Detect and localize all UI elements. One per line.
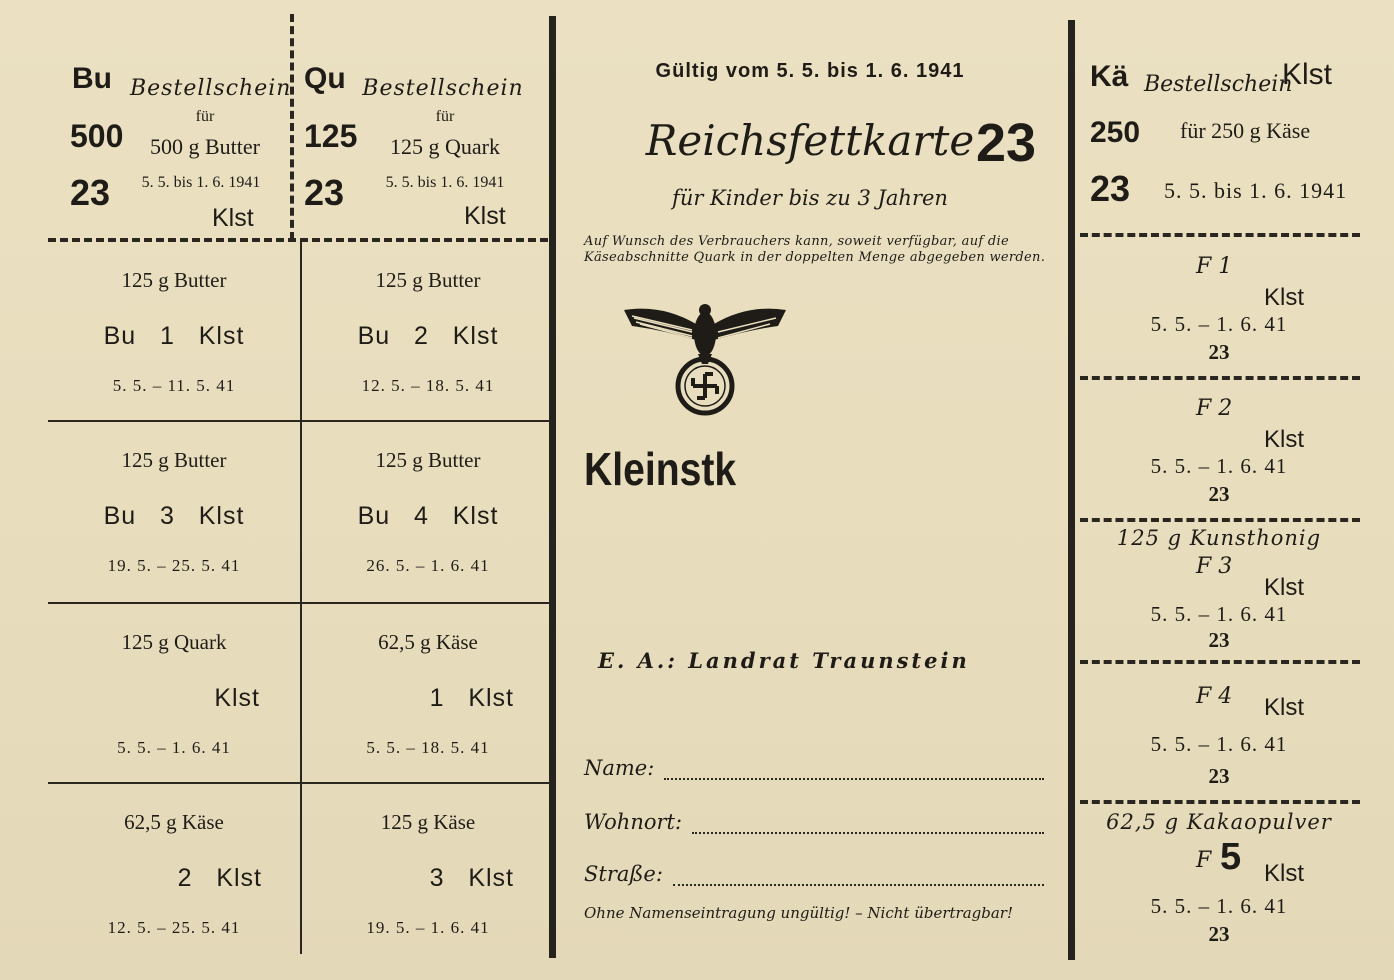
slip-dates: 5. 5. bis 1. 6. 1941 — [141, 174, 261, 191]
coupon-item: 125 g Käse — [380, 810, 476, 834]
coupon-f5 — [1078, 806, 1360, 956]
warning-text: Ohne Namenseintragung ungültig! – Nicht übertragbar! — [584, 904, 1014, 922]
coupon-kaese-1 — [302, 606, 554, 786]
slip-fuer: für — [435, 108, 455, 125]
coupon-label-f: F — [1196, 848, 1212, 873]
coupon-item: 62,5 g Käse — [378, 630, 478, 654]
coupon-label: F 4 — [1196, 684, 1233, 709]
coupon-item: 125 g Kunsthonig — [1116, 526, 1322, 550]
coupon-code: Klst — [214, 684, 260, 712]
slip-item: für 250 g Käse — [1180, 118, 1311, 143]
slip-klst: Klst — [464, 202, 506, 230]
slip-dates: 5. 5. bis 1. 6. 1941 — [1164, 178, 1348, 203]
coupon-dates: 12. 5. – 25. 5. 41 — [107, 918, 241, 937]
slip-number: 23 — [1090, 168, 1131, 209]
coupon-dates: 5. 5. – 1. 6. 41 — [1150, 602, 1288, 626]
coupon-code: Bu 2 Klst — [357, 322, 499, 350]
coupon-dates: 19. 5. – 25. 5. 41 — [107, 556, 241, 575]
dashed-divider — [1080, 660, 1360, 664]
coupon-code: 3 Klst — [429, 864, 514, 892]
coupon-dates: 5. 5. – 1. 6. 41 — [1150, 454, 1288, 478]
coupon-f2 — [1078, 382, 1360, 516]
dashed-divider — [1080, 376, 1360, 380]
coupon-number: 23 — [1208, 922, 1230, 946]
coupon-dates: 26. 5. – 1. 6. 41 — [366, 556, 490, 575]
slip-item: 500 g Butter — [150, 134, 260, 159]
coupon-code: Bu 1 Klst — [103, 322, 245, 350]
coupon-number: 23 — [1208, 764, 1230, 788]
eagle-emblem-icon — [622, 300, 788, 418]
strasse-label: Straße: — [584, 862, 663, 886]
card-title: Reichsfettkarte — [645, 116, 975, 165]
coupon-dates: 5. 5. – 11. 5. 41 — [112, 376, 236, 395]
coupon-dates: 5. 5. – 1. 6. 41 — [1150, 732, 1288, 756]
slip-code: Bu — [72, 62, 112, 95]
coupon-item: 125 g Butter — [375, 448, 481, 472]
wohnort-line[interactable] — [692, 818, 1044, 834]
coupon-dates: 5. 5. – 18. 5. 41 — [366, 738, 490, 757]
card-number: 23 — [976, 113, 1037, 173]
slip-amount: 125 — [304, 118, 358, 154]
slip-number: 23 — [304, 172, 345, 213]
name-line[interactable] — [664, 764, 1044, 780]
coupon-klst: Klst — [1264, 284, 1305, 311]
slip-title: Bestellschein — [362, 76, 524, 101]
coupon-butter-4 — [302, 424, 554, 604]
coupon-klst: Klst — [1264, 694, 1305, 721]
coupon-butter-3 — [48, 424, 300, 604]
dashed-divider — [290, 14, 294, 240]
issuing-authority: E. A.: Landrat Traunstein — [598, 648, 970, 673]
wohnort-field[interactable] — [584, 810, 1044, 834]
coupon-butter-1 — [48, 244, 300, 424]
coupon-kaese-2 — [48, 786, 300, 966]
coupon-item: 125 g Butter — [375, 268, 481, 292]
coupon-dates: 5. 5. – 1. 6. 41 — [1150, 894, 1288, 918]
coupon-quark — [48, 606, 300, 786]
name-field[interactable] — [584, 756, 1044, 780]
coupon-dates: 19. 5. – 1. 6. 41 — [366, 918, 490, 937]
coupon-code: Bu 3 Klst — [103, 502, 245, 530]
coupon-code: 2 Klst — [177, 864, 262, 892]
validity-text: Gültig vom 5. 5. bis 1. 6. 1941 — [655, 60, 965, 82]
coupon-item: 125 g Butter — [121, 268, 227, 292]
coupon-label: F 3 — [1196, 554, 1233, 579]
slip-title: Bestellschein — [130, 76, 292, 101]
slip-dates: 5. 5. bis 1. 6. 1941 — [385, 174, 505, 191]
coupon-butter-2 — [302, 244, 554, 424]
note-line-2: Käseabschnitte Quark in der doppelten Menge abgegeben werden. — [584, 250, 1046, 265]
coupon-item: 62,5 g Kakaopulver — [1106, 810, 1332, 834]
coupon-item: 62,5 g Käse — [124, 810, 224, 834]
coupon-item: 125 g Butter — [121, 448, 227, 472]
coupon-dates: 5. 5. – 1. 6. 41 — [117, 738, 231, 757]
coupon-label: F 1 — [1196, 254, 1233, 279]
coupon-dates: 5. 5. – 1. 6. 41 — [1150, 312, 1288, 336]
slip-fuer: für — [195, 108, 215, 125]
slip-number: 23 — [70, 172, 111, 213]
coupon-label-number: 5 — [1220, 836, 1242, 878]
strasse-line[interactable] — [673, 870, 1044, 886]
slip-amount: 250 — [1090, 116, 1141, 149]
coupon-label: F 2 — [1196, 396, 1233, 421]
slip-title: Bestellschein — [1144, 72, 1293, 97]
category-label: Kleinstk — [584, 443, 737, 495]
name-label: Name: — [584, 756, 655, 780]
coupon-code: 1 Klst — [429, 684, 514, 712]
wohnort-label: Wohnort: — [584, 810, 683, 834]
coupon-item: 125 g Quark — [121, 630, 227, 654]
dashed-divider — [1080, 518, 1360, 522]
coupon-f4 — [1078, 666, 1360, 798]
dashed-divider — [1080, 233, 1360, 237]
coupon-number: 23 — [1208, 628, 1230, 652]
slip-item: 125 g Quark — [390, 134, 500, 159]
coupon-f1 — [1078, 240, 1360, 374]
slip-amount: 500 — [70, 118, 124, 154]
coupon-number: 23 — [1208, 482, 1230, 506]
coupon-number: 23 — [1208, 340, 1230, 364]
dashed-divider — [48, 238, 548, 242]
dashed-divider — [1080, 800, 1360, 804]
slip-code: Qu — [304, 62, 346, 95]
slip-klst: Klst — [212, 204, 254, 232]
strasse-field[interactable] — [584, 862, 1044, 886]
coupon-klst: Klst — [1264, 574, 1305, 601]
coupon-klst: Klst — [1264, 860, 1305, 887]
card-subtitle: für Kinder bis zu 3 Jahren — [672, 186, 948, 210]
coupon-code: Bu 4 Klst — [357, 502, 499, 530]
coupon-f3 — [1078, 524, 1360, 658]
slip-code: Kä — [1090, 60, 1129, 93]
note-line-1: Auf Wunsch des Verbrauchers kann, soweit verfügbar, auf die — [584, 234, 1009, 249]
divider-right — [1068, 20, 1075, 960]
coupon-klst: Klst — [1264, 426, 1305, 453]
coupon-kaese-3 — [302, 786, 554, 966]
coupon-dates: 12. 5. – 18. 5. 41 — [361, 376, 495, 395]
slip-klst: Klst — [1282, 58, 1333, 91]
